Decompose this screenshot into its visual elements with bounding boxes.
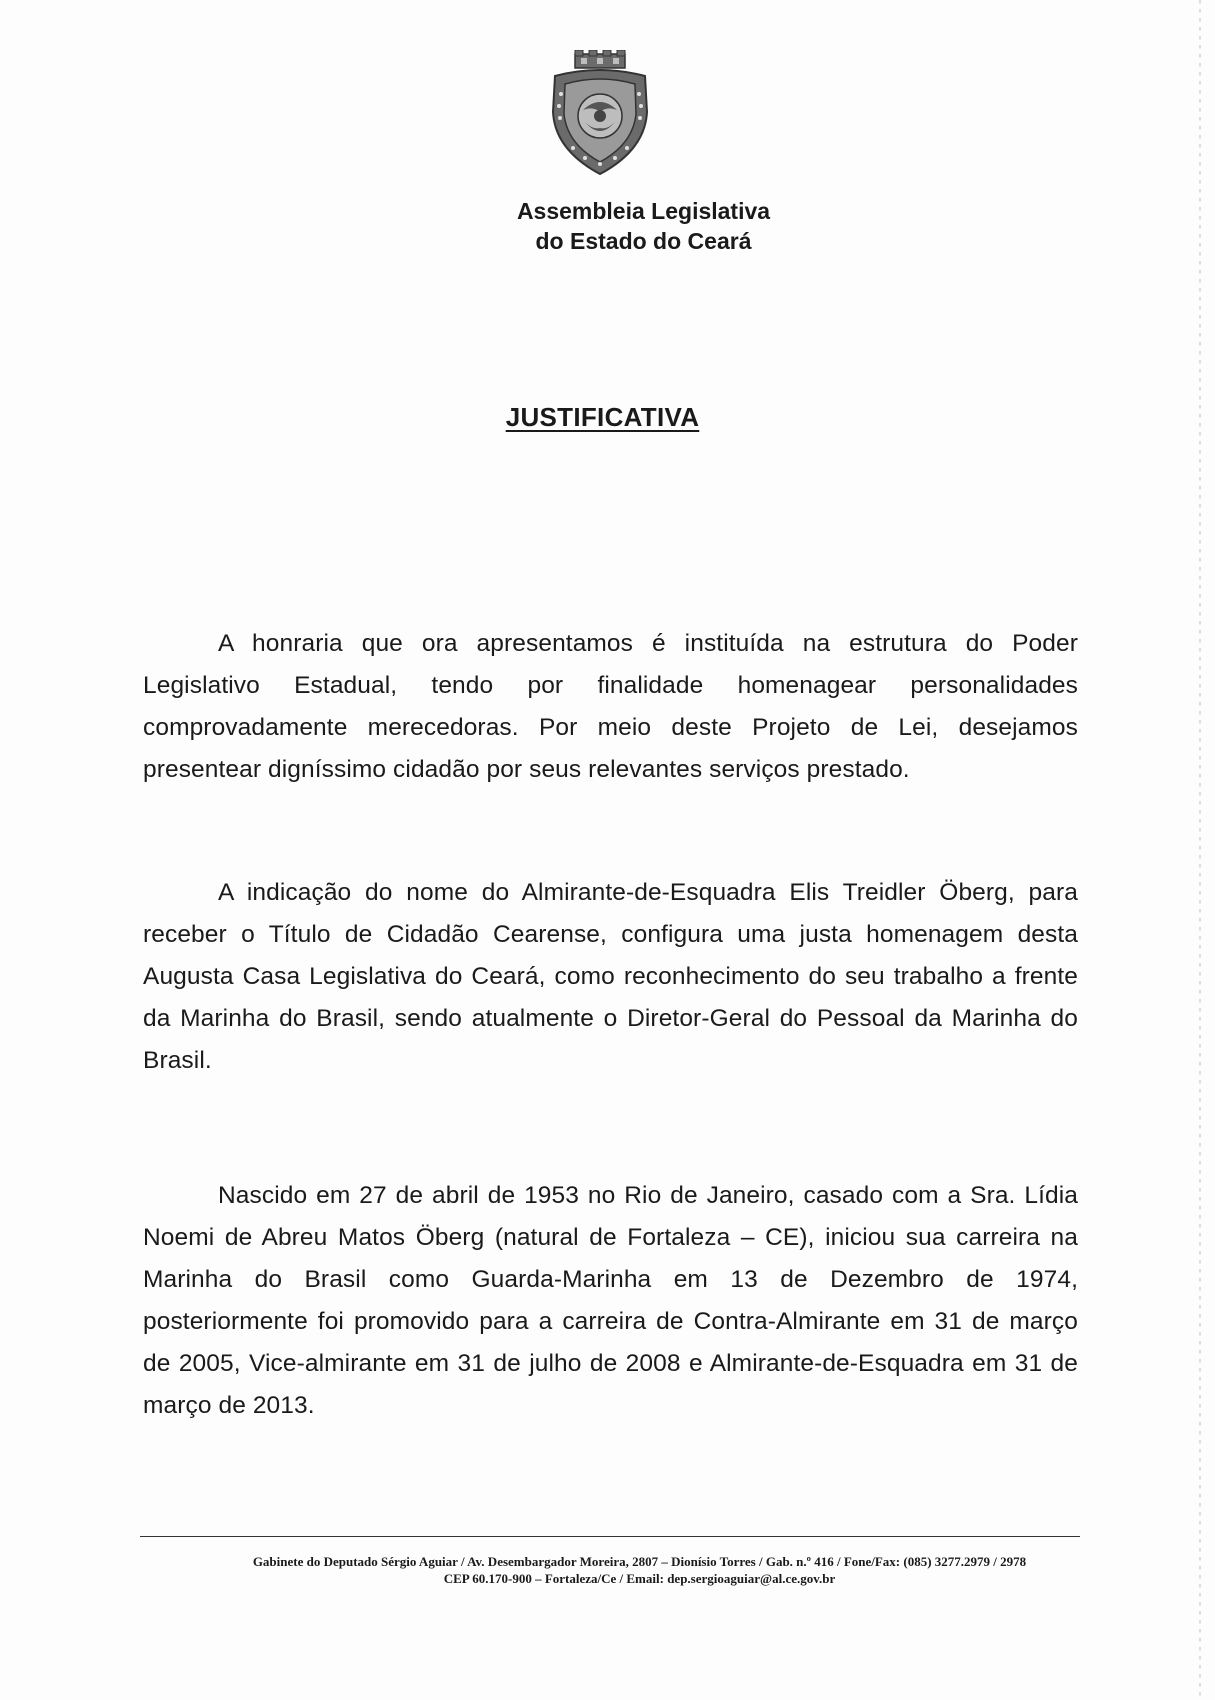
institution-name-line1: Assembleia Legislativa: [516, 198, 771, 224]
paragraph-3: Nascido em 27 de abril de 1953 no Rio de Janeiro, casado com a Sra. Lídia Noemi de Abreu Matos Öberg (natural de Fortaleza – CE), iniciou sua carreira na Marinha do Brasil como Guarda-Marinha em 13 de Dezembro de 1974, posteriormente foi promovido para a carreira de Contra-Almirante em 31 de março de 2005, Vice-almirante em 31 de julho de 2008 e Almirante-de-Esquadra em 31 de março de 2013.: [143, 1182, 1078, 1419]
paragraph-2: A indicação do nome do Almirante-de-Esquadra Elis Treidler Öberg, para receber o Título de Cidadão Cearense, configura uma justa homenagem desta Augusta Casa Legislativa do Ceará, como reconhecimento do seu trabalho a frente da Marinha do Brasil, sendo atualmente o Diretor-Geral do Pessoal da Marinha do Brasil.: [143, 879, 1078, 1074]
state-coat-of-arms-icon: [545, 50, 655, 180]
document-title: JUSTIFICATIVA: [505, 402, 700, 432]
footer-contact: [32, 1553, 1215, 1587]
paragraph-1: A honraria que ora apresentamos é instituída na estrutura do Poder Legislativo Estadual, tendo por finalidade homenagear personalidades comprovadamente merecedoras. Por meio deste Projeto de Lei, desejamos presentear digníssimo cidadão por seus relevantes serviços prestado.: [143, 630, 1078, 783]
footer-line-2: CEP 60.170-900 – Fortaleza/Ce / Email: dep.sergioaguiar@al.ce.gov.br: [443, 1571, 836, 1586]
footer-divider: [140, 1536, 1080, 1537]
footer-line-1: Gabinete do Deputado Sérgio Aguiar / Av. Desembargador Moreira, 2807 – Dionísio Torres / Gab. n.º 416 / Fone/Fax: (085) 3277.2979 / 2978: [252, 1554, 1027, 1569]
institution-name-line2: do Estado do Ceará: [535, 228, 752, 254]
institution-name: [36, 196, 1215, 256]
